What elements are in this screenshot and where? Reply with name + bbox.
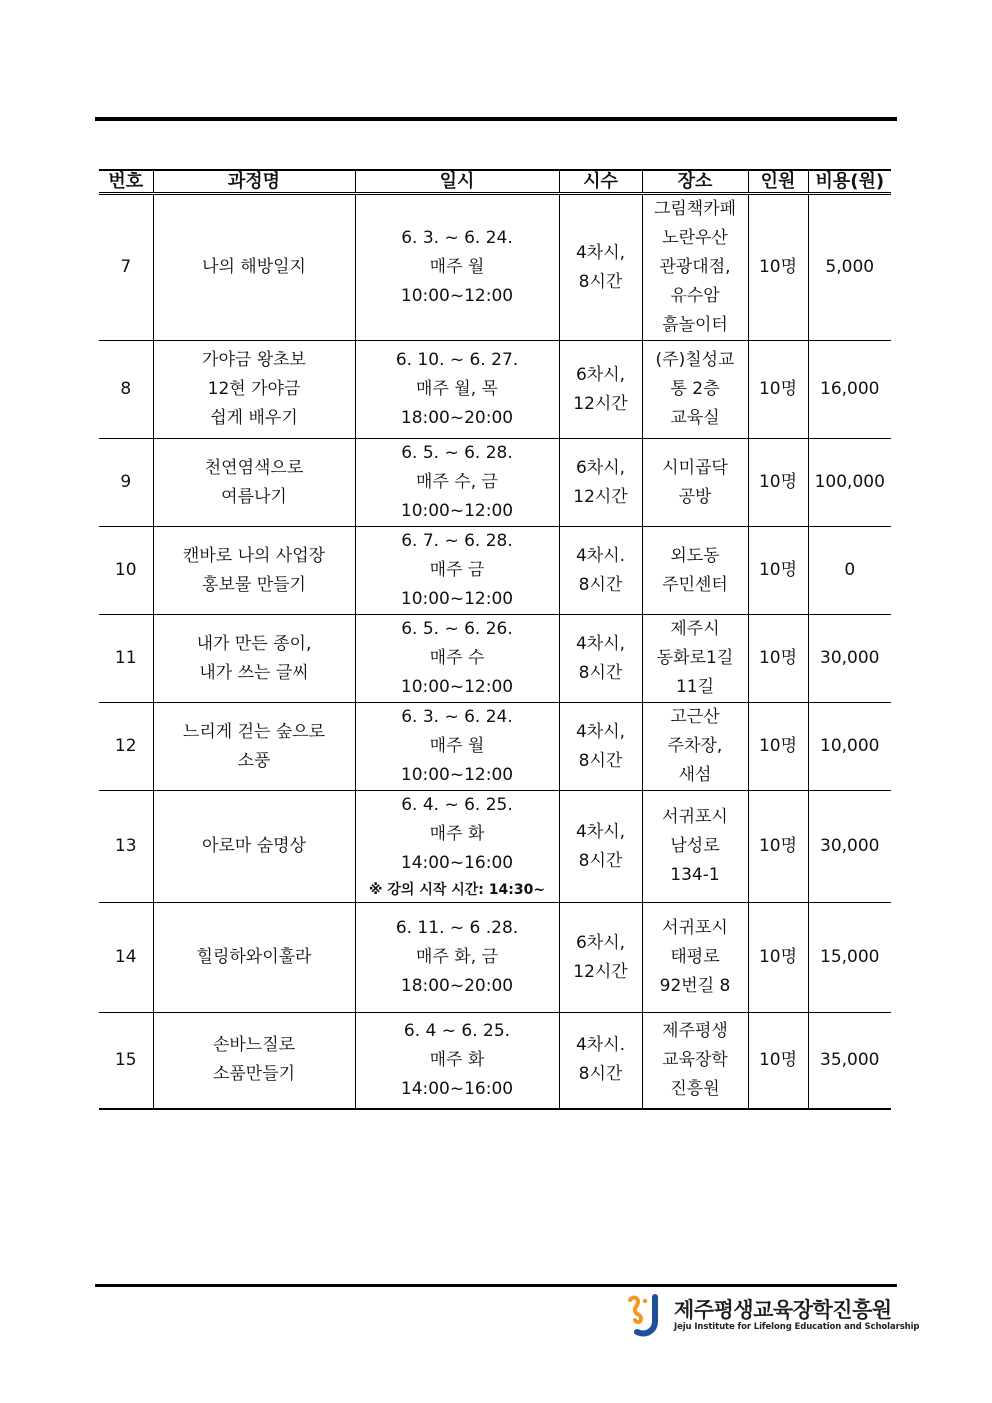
cell-schedule (355, 903, 559, 1013)
header-cost: 비용(원) (808, 170, 891, 194)
table-body (99, 194, 891, 1109)
cell-place-line: 134-1 (670, 865, 720, 885)
cell-hours-line: 8시간 (578, 1064, 623, 1085)
cell-hours (559, 791, 642, 903)
cell-schedule-line: 매주 금 (429, 560, 485, 580)
cell-people: 10명 (748, 527, 808, 615)
cell-hours-line: 4차시, (575, 721, 626, 742)
cell-cost: 15,000 (808, 903, 891, 1013)
cell-hours-line: 4차시. (575, 545, 626, 566)
header-people: 인원 (748, 170, 808, 194)
table-row (99, 439, 891, 527)
cell-hours-line: 4차시. (575, 1035, 626, 1056)
cell-people: 10명 (748, 791, 808, 903)
cell-schedule-line: 10:00~12:00 (400, 589, 514, 609)
header-place: 장소 (642, 170, 748, 194)
cell-number: 11 (99, 615, 153, 703)
cell-place (642, 194, 748, 341)
cell-place (642, 527, 748, 615)
top-rule (95, 117, 897, 121)
cell-schedule-line: 매주 월 (429, 736, 485, 756)
cell-hours-line: 6차시, (575, 364, 626, 385)
cell-schedule-line: 10:00~12:00 (400, 765, 514, 785)
cell-course-name-line: 여름나기 (221, 486, 287, 507)
cell-cost: 100,000 (808, 439, 891, 527)
table-row (99, 615, 891, 703)
cell-course-name (153, 439, 355, 527)
cell-place-line: 제주평생 (662, 1020, 728, 1041)
cell-course-name (153, 527, 355, 615)
org-name: 제주평생교육장학진흥원 (674, 1298, 892, 1322)
cell-course-name (153, 1013, 355, 1109)
org-logo-mark-icon (626, 1294, 666, 1338)
cell-hours (559, 703, 642, 791)
cell-hours-line: 8시간 (578, 750, 623, 771)
cell-place-line: 주차장, (667, 736, 723, 756)
cell-place-line: 고근산 (670, 707, 720, 727)
cell-course-name-line: 소풍 (237, 750, 271, 771)
cell-schedule-line: 6. 3. ~ 6. 24. (401, 228, 513, 248)
cell-hours-line: 12시간 (573, 393, 628, 414)
cell-course-name (153, 791, 355, 903)
cell-place-line: 공방 (678, 486, 712, 507)
cell-hours (559, 615, 642, 703)
cell-place-line: 통 2층 (670, 379, 720, 399)
cell-schedule-line: 6. 4 ~ 6. 25. (403, 1020, 511, 1041)
cell-hours-line: 12시간 (573, 486, 628, 507)
cell-course-name-line: 천연염색으로 (204, 457, 304, 478)
cell-place-line: 주민센터 (662, 574, 728, 595)
cell-hours (559, 341, 642, 439)
cell-place-line: 외도동 (670, 545, 720, 566)
org-logo (626, 1294, 920, 1338)
cell-course-name-line: 홍보물 만들기 (202, 574, 306, 595)
cell-schedule (355, 439, 559, 527)
cell-place-line: 92번길 8 (659, 976, 731, 996)
cell-schedule-line: 매주 월 (429, 257, 485, 277)
cell-number: 14 (99, 903, 153, 1013)
cell-course-name-line: 느리게 걷는 숲으로 (182, 721, 326, 742)
cell-people: 10명 (748, 1013, 808, 1109)
course-table (99, 169, 891, 1110)
cell-course-name (153, 703, 355, 791)
cell-schedule-line: 10:00~12:00 (400, 501, 514, 521)
cell-place-line: 노란우산 (662, 228, 728, 248)
cell-people: 10명 (748, 341, 808, 439)
cell-schedule-line: 매주 화 (429, 824, 485, 844)
cell-people: 10명 (748, 703, 808, 791)
cell-course-name (153, 615, 355, 703)
cell-place-line: 교육장학 (662, 1049, 728, 1070)
cell-place (642, 903, 748, 1013)
cell-course-name-line: 12현 가야금 (207, 379, 301, 399)
cell-course-name-line: 내가 쓰는 글씨 (199, 662, 309, 683)
header-schedule: 일시 (355, 170, 559, 194)
cell-number: 10 (99, 527, 153, 615)
cell-place-line: 서귀포시 (662, 807, 728, 827)
cell-course-name-line: 힐링하와이훌라 (196, 947, 312, 967)
table-header-row (99, 170, 891, 194)
cell-place (642, 439, 748, 527)
cell-place-line: 시미곱닥 (662, 457, 728, 478)
cell-place (642, 615, 748, 703)
cell-cost: 30,000 (808, 615, 891, 703)
cell-schedule-line: 6. 10. ~ 6. 27. (395, 350, 519, 370)
cell-schedule-line: 18:00~20:00 (400, 976, 514, 996)
cell-people: 10명 (748, 194, 808, 341)
header-course-name: 과정명 (153, 170, 355, 194)
table-row (99, 1013, 891, 1109)
cell-hours (559, 903, 642, 1013)
cell-hours (559, 527, 642, 615)
cell-cost: 0 (808, 527, 891, 615)
cell-schedule-line: 매주 월, 목 (416, 379, 498, 399)
cell-place (642, 703, 748, 791)
cell-place-line: 제주시 (670, 619, 720, 639)
cell-course-name-line: 캔바로 나의 사업장 (182, 545, 326, 566)
table-row (99, 903, 891, 1013)
cell-schedule-line: 10:00~12:00 (400, 286, 514, 306)
cell-schedule-line: 6. 5. ~ 6. 26. (401, 619, 513, 639)
cell-place-line: 관광대점, (659, 257, 731, 277)
cell-place (642, 791, 748, 903)
cell-place-line: 유수암 (670, 286, 720, 306)
cell-cost: 10,000 (808, 703, 891, 791)
cell-number: 9 (99, 439, 153, 527)
cell-schedule-line: 6. 3. ~ 6. 24. (401, 707, 513, 727)
cell-schedule (355, 791, 559, 903)
cell-place-line: 교육실 (670, 408, 720, 428)
cell-course-name-line: 쉽게 배우기 (210, 408, 298, 428)
cell-place-line: (주)칠성교 (655, 350, 735, 370)
header-hours: 시수 (559, 170, 642, 194)
cell-schedule-line: 6. 4. ~ 6. 25. (401, 795, 513, 815)
table-row (99, 703, 891, 791)
cell-place (642, 1013, 748, 1109)
cell-schedule-line: 10:00~12:00 (400, 677, 514, 697)
cell-place-line: 진흥원 (670, 1078, 720, 1099)
cell-schedule-line: 6. 11. ~ 6 .28. (395, 918, 519, 938)
cell-hours (559, 439, 642, 527)
cell-place (642, 341, 748, 439)
cell-schedule-line: 매주 수 (429, 648, 485, 668)
cell-course-name (153, 341, 355, 439)
cell-schedule-line: 14:00~16:00 (400, 1078, 514, 1099)
cell-number: 8 (99, 341, 153, 439)
cell-hours-line: 8시간 (578, 574, 623, 595)
cell-number: 15 (99, 1013, 153, 1109)
cell-hours (559, 1013, 642, 1109)
cell-hours-line: 4차시, (575, 242, 626, 263)
table-row (99, 527, 891, 615)
cell-schedule (355, 703, 559, 791)
cell-course-name (153, 194, 355, 341)
cell-hours-line: 8시간 (578, 662, 623, 683)
cell-schedule (355, 341, 559, 439)
header-number: 번호 (99, 170, 153, 194)
cell-schedule (355, 527, 559, 615)
cell-number: 7 (99, 194, 153, 341)
schedule-note: ※ 강의 시작 시간: 14:30~ (368, 882, 546, 898)
table-row (99, 791, 891, 903)
cell-place-line: 11길 (675, 677, 715, 697)
cell-hours-line: 8시간 (578, 850, 623, 871)
table-row (99, 194, 891, 341)
cell-schedule (355, 615, 559, 703)
cell-course-name-line: 소품만들기 (212, 1064, 296, 1085)
cell-schedule-line: 매주 화, 금 (416, 947, 498, 967)
cell-hours (559, 194, 642, 341)
bottom-rule (95, 1284, 897, 1287)
cell-hours-line: 6차시, (575, 932, 626, 953)
cell-course-name-line: 가야금 왕초보 (202, 350, 306, 370)
cell-course-name-line: 손바느질로 (212, 1035, 296, 1056)
cell-schedule-line: 6. 7. ~ 6. 28. (401, 531, 513, 551)
cell-schedule (355, 194, 559, 341)
cell-cost: 35,000 (808, 1013, 891, 1109)
cell-people: 10명 (748, 615, 808, 703)
cell-people: 10명 (748, 903, 808, 1013)
cell-hours-line: 8시간 (578, 271, 623, 292)
cell-schedule-line: 14:00~16:00 (400, 853, 514, 873)
cell-schedule-line: 18:00~20:00 (400, 408, 514, 428)
cell-cost: 16,000 (808, 341, 891, 439)
cell-schedule (355, 1013, 559, 1109)
cell-place-line: 태평로 (670, 947, 720, 967)
cell-schedule-line: 매주 수, 금 (416, 472, 498, 492)
cell-course-name-line: 아로마 숨명상 (202, 836, 306, 856)
cell-hours-line: 12시간 (573, 961, 628, 982)
org-name-en: Jeju Institute for Lifelong Education and Scholarship (674, 1322, 920, 1332)
cell-hours-line: 6차시, (575, 457, 626, 478)
cell-place-line: 남성로 (670, 836, 720, 856)
cell-place-line: 새섬 (678, 765, 712, 785)
cell-schedule-line: 6. 5. ~ 6. 28. (401, 443, 513, 463)
cell-course-name-line: 내가 만든 종이, (196, 633, 312, 654)
table-row (99, 341, 891, 439)
cell-cost: 30,000 (808, 791, 891, 903)
cell-schedule-line: 매주 화 (429, 1049, 485, 1070)
cell-place-line: 흙놀이터 (662, 315, 728, 335)
cell-hours-line: 4차시, (575, 821, 626, 842)
cell-number: 12 (99, 703, 153, 791)
cell-hours-line: 4차시, (575, 633, 626, 654)
cell-cost: 5,000 (808, 194, 891, 341)
cell-number: 13 (99, 791, 153, 903)
cell-place-line: 서귀포시 (662, 918, 728, 938)
cell-place-line: 그림책카페 (653, 199, 737, 219)
cell-people: 10명 (748, 439, 808, 527)
cell-course-name (153, 903, 355, 1013)
cell-course-name-line: 나의 해방일지 (202, 257, 306, 277)
cell-place-line: 동화로1길 (656, 648, 734, 668)
